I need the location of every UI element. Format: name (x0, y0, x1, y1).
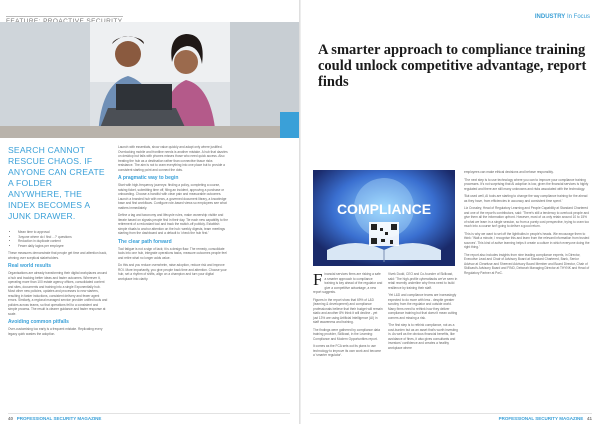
paragraph: These measures demonstrate that people get time and attention back, winning over sceptical stakeholders. (8, 251, 108, 260)
right-column-3 (464, 170, 590, 278)
publication-name: PROFESSIONAL SECURITY MAGAZINE (498, 416, 584, 421)
compliance-image (313, 170, 455, 266)
page-number: 40 (8, 416, 14, 421)
office-photo (0, 22, 300, 138)
subheading: The clear path forward (118, 238, 172, 245)
paragraph: Do this and you reduce overwhelm, raise adoption, reduce risk and improve ROI. More importantly, you give people back time and attention. Choose your hub, set a rhythm of shifts, align on a champion and turn your digital workplace into clarity. (118, 263, 227, 281)
compliance-word: COMPLIANCE (336, 201, 432, 217)
paragraph: Launch with essentials, show value quickly and adapt only where justified. Overlooking mobile and frontline needs is another mistake. A hub that dazzles on desktop but fails with phones misses those who need quick access. Also treating the hub as a destination rather than connective tissue risks resistance. The aim is not to cram everything into one place but to provide a consistent starting point and connect the dots. (118, 145, 228, 172)
paragraph: Start with high-frequency journeys: finding a policy, completing a course, raising ticket, submitting time off, filing an incident, approving a purchase or onboarding. Choose a handful with clear pain and measurable outcomes. Launch a branded hub with news, a governed document library, a knowledge base and first workflows. Configure role-based views so employees see what matters immediately. (118, 183, 227, 210)
subheading: A pragmatic way to begin (118, 175, 179, 181)
bullet-list (8, 230, 108, 248)
paragraph: Organisations are already transforming their digital workplaces around a hub and tracking better ideas and faster outcomes. Wherever it, operating more than 100 estate agency offices, consolidated content and sites, documents and training into a single Exponentially hub. Most other new policies, updates and processes to new starters, resulting in faster inductions, consistent delivery and fewer agent errors. Similarly, a regional managed service provider unified tools and policies across teams, so that operations fell to a consistent and simple process. The result is clearer guidance and faster response at scale. (8, 271, 108, 316)
drop-cap: F (313, 270, 323, 289)
list-item: • Mean time to approval (18, 230, 108, 235)
paragraph: employees can make ethical decisions and behave responsibly. (464, 170, 554, 174)
left-column-1 (8, 230, 108, 339)
right-footer (499, 416, 592, 421)
right-section-tag (535, 14, 590, 20)
paragraph: Over-customising too early is a frequent mistake. Replicating every legacy quirk wastes the adoption. (8, 327, 103, 336)
list-item: • Fewer daily logins per employee (18, 244, 108, 249)
paragraph: The findings were gathered by compliance data training provider, Skillcast, in the Learning: Compliance and Modern Opportunities report. (313, 327, 380, 341)
subheading: Avoiding common pitfalls (8, 319, 69, 325)
paragraph: Figures in the report show that 69% of L&D (learning & development) and compliance professionals believe that their budget will remain static and another 8% think it will decline - yet just 13% are using Artificial Intelligence (AI) in staff awareness and training. (313, 297, 383, 324)
paragraph: The report also includes insights from nine leading compliance experts, in Director, Executive Lead and Chair of Advisory Board at Standard Chartered, Bank, Senior Advisor at Clearfuse and Sheeved Advisory Board Member and Board Director, Chair of Skillcast's Advisory Board and FIND, Deborah Managing Director at THYNK and Head of Regulatory Partner at PwC. (464, 252, 590, 275)
paragraph: 'Yet L&D and compliance teams are increasingly expected to do more with less - despite greater scrutiny from the regulator and outside world. Many firms need to rethink how they deliver compliance training but that doesn't mean cutting corners and missing a risk. (388, 293, 458, 320)
footer-rule (310, 413, 592, 414)
paragraph: 'The first step is to rethink compliance, not as a cost-burden but as an asset that's worth investing in. As well as the obvious financial benefits, like avoidance of fines, it also gives consultants and investors' confidence and creates a healthy workplace where (388, 323, 458, 350)
paragraph: It comes as the FCA sets out its plans to use technology to improve its own work and become a 'smarter regulator'. (313, 344, 382, 357)
page-number: 41 (586, 416, 592, 421)
list-item: • 'Anyone where do I find ...?' questions (18, 235, 108, 240)
article-headline: A smarter approach to compliance training could unlock competitive advantage, report finds (318, 42, 587, 90)
paragraph: Liz Crossley, Head of Regulatory Learning and People Capability at Standard Chartered and one of the report's contributors, said: 'There's still a tendency to overlook people and give them all the information upfront. However, most of us only retain around 10 to 15% of what we learn in a single session, so from a purely cost perspective, trying to cram too much into a course isn't going to deliver a good return. (464, 206, 590, 228)
right-column-1 (313, 272, 383, 361)
left-column-2 (118, 145, 228, 284)
list-item: • Reduction in duplicate content (18, 239, 108, 244)
paragraph: Vivek Dodd, CEO and Co-founder of Skillcast, said: 'The high-profile cyberattacks we've seen in retail recently underline why firms need to build resilience by training their staff. (388, 272, 458, 290)
paragraph: Financial services firms are risking a safe a smarter approach to compliance training is key ahead of the regulator and give a competitive advantage, a new report suggests. (313, 270, 383, 294)
section-tag-rest: In Focus (566, 14, 590, 20)
pull-quote: SEARCH CANNOT RESCUE CHAOS. IF ANYONE CAN CREATE A FOLDER ANYWHERE, THE INDEX BECOMES A JUNK DRAWER. (8, 145, 105, 221)
section-tag-bold: INDUSTRY (534, 14, 566, 20)
subheading: Real world results (8, 263, 52, 269)
paragraph: 'But used well, AI tools are starting to change the way compliance training for the ahead as they have, from efficiencies in accuracy and consistent time spent.' (464, 194, 588, 203)
compliance-book-illustration (313, 170, 455, 266)
paragraph: Tool fatigue is not a sign of lack; it is a design flaw. The remedy, consolidate tools into one hub, integrate operations tasks, measure outcomes people feel and retire what no longer adds value. (118, 246, 227, 260)
paragraph: 'This is why we want to set off the lightbulbs in people's heads. We encourage them to think: 'Wait a minute, I recognise this and learn from the relevant information from trusted sources'. This kind of active learning helps it create a culture in which everyone doing the right thing.' (464, 231, 590, 249)
footer-rule (8, 413, 290, 414)
left-footer (8, 416, 101, 421)
paragraph: 'The next step is to use technology where you can to improve your compliance training processes. It's not surprising that AI adoption is low, given the financial services is highly regulated and there are still many unknowns and risks associated with the technology. (464, 177, 589, 191)
page-fold (299, 0, 301, 424)
office-workers-illustration (0, 22, 300, 138)
paragraph: Define a tag and taxonomy and lifecycle rules, make ownership visible and iterate based on signals people find in their day. Tie each new capability to the retirement of a redundant tool and track the switch-off publicly. Establish simple rituals to anchor attention on the hub: weekly digests, team meetings starting from the dashboard and a default to 'check the hub first.' (118, 213, 228, 235)
publication-name: PROFESSIONAL SECURITY MAGAZINE (16, 416, 102, 421)
right-column-2 (388, 272, 458, 353)
